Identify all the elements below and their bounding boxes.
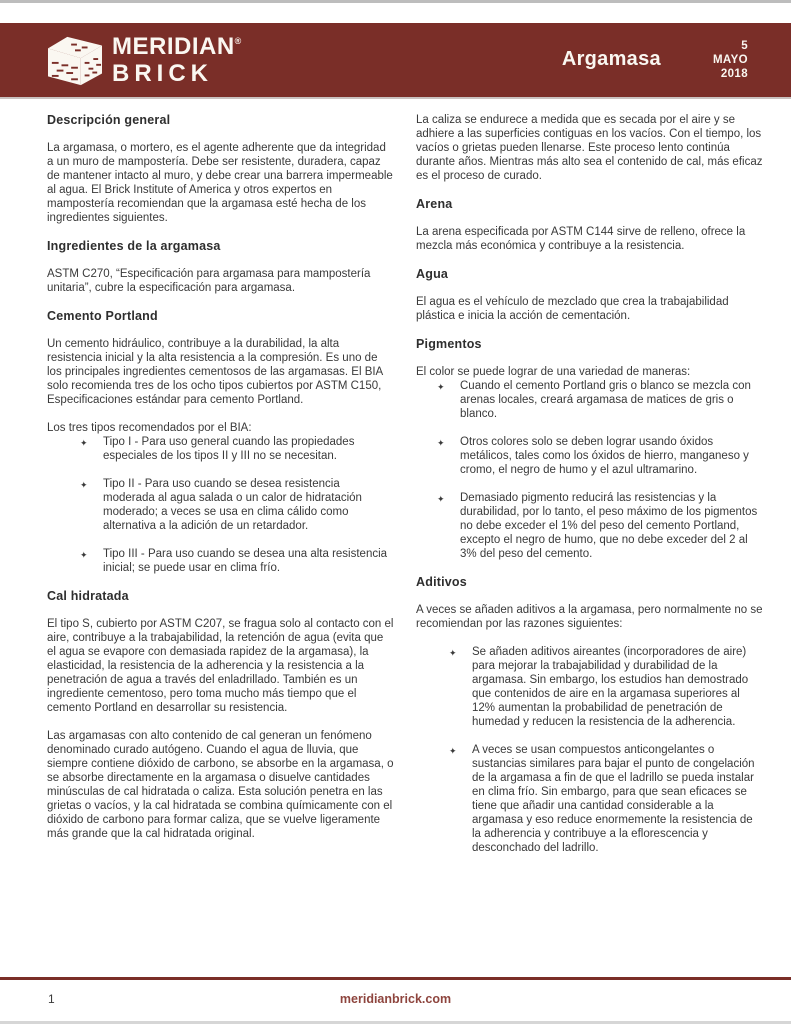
list-item xyxy=(430,435,763,477)
section-cal-hidratada-continuacion xyxy=(416,113,763,183)
list-intro-paragraph: El color se puede lograr de una variedad de maneras: xyxy=(416,366,691,378)
date-year: 2018 xyxy=(720,68,748,80)
paragraph: ASTM C270, “Especificación para argamasa para mampostería unitaria”, cubre la especificación para argamasa. xyxy=(47,268,371,294)
bullet-diamond-icon: ✦ xyxy=(437,438,445,448)
bullet-diamond-icon: ✦ xyxy=(449,746,457,756)
bullet-diamond-icon: ✦ xyxy=(437,382,445,392)
section-ingredientes-argamasa xyxy=(47,239,394,295)
section-cal-hidratada xyxy=(47,589,394,841)
section-heading: Cal hidratada xyxy=(47,589,129,603)
page-top-edge xyxy=(0,0,791,3)
list-intro-paragraph: Los tres tipos recomendados por el BIA: xyxy=(47,422,252,434)
list-item-text: Tipo III - Para uso cuando se desea una alta resistencia inicial; se puede usar en clima frío. xyxy=(103,548,388,574)
aditivos-list xyxy=(442,645,763,855)
paragraph: Un cemento hidráulico, contribuye a la durabilidad, la alta resistencia inicial y la alta resistencia a la compresión. Es uno de los principales ingredientes cementosos de las argamasas. El BIA solo recomienda tres de los ocho tipos cubiertos por ASTM C150, Especificaciones estándar para cemento Portland. xyxy=(47,338,383,406)
section-heading: Descripción general xyxy=(47,113,171,127)
left-column xyxy=(47,113,394,869)
list-item xyxy=(442,645,763,729)
section-heading: Cemento Portland xyxy=(47,309,158,323)
paragraph: El tipo S, cubierto por ASTM C207, se fragua solo al contacto con el aire, contribuye a la trabajabilidad, la retención de agua (evita que el agua se evapore con demasiada rapidez de la argamasa), la elasticidad, la resistencia de la adherencia y la resistencia a la penetración de agua a través del enladrillado. También es un ingrediente cementoso, pero toma mucho más tiempo que el cemento Portland en desarrollar su resistencia. xyxy=(47,618,394,714)
document-title: Argamasa xyxy=(561,48,661,71)
section-agua xyxy=(416,267,763,323)
section-aditivos xyxy=(416,575,763,855)
section-heading: Arena xyxy=(416,197,453,211)
paragraph: La caliza se endurece a medida que es secada por el aire y se adhiere a las superficies contiguas en los vacíos. Con el tiempo, los vacíos o grietas pueden llenarse. Este proceso lento continúa durante años. Mientras más alto sea el contenido de cal, más eficaz es el proceso de curado. xyxy=(416,114,763,182)
meridian-brick-logo xyxy=(46,33,241,87)
content-area xyxy=(47,113,763,869)
list-item xyxy=(430,491,763,561)
website-link[interactable]: meridianbrick.com xyxy=(339,992,452,1006)
list-item-text: Tipo I - Para uso general cuando las propiedades especiales de los tipos II y III no se necesitan. xyxy=(103,436,355,462)
list-intro-paragraph: A veces se añaden aditivos a la argamasa, pero normalmente no se recomiendan por las razones siguientes: xyxy=(416,604,763,630)
paragraph: La argamasa, o mortero, es el agente adherente que da integridad a un muro de mampostería. Debe ser resistente, duradera, capaz de mantener intacto al muro, y debe crear una barrera impermeable al agua. El Brick Institute of America y otros expertos en mampostería recomiendan que la argamasa esté hecha de los ingredientes siguientes. xyxy=(47,142,393,224)
bullet-diamond-icon: ✦ xyxy=(437,494,445,504)
logo-word-meridian: MERIDIAN xyxy=(112,32,235,60)
list-item-text: Cuando el cemento Portland gris o blanco se mezcla con arenas locales, creará argamasa de matices de gris o blanco. xyxy=(460,380,751,420)
bullet-diamond-icon: ✦ xyxy=(449,648,457,658)
paragraph: La arena especificada por ASTM C144 sirve de relleno, ofrece la mezcla más económica y contribuye a la resistencia. xyxy=(416,226,746,252)
bullet-diamond-icon: ✦ xyxy=(80,438,88,448)
logo-wordmark xyxy=(112,32,242,87)
meridian-brick-building-icon xyxy=(46,33,104,87)
bullet-diamond-icon: ✦ xyxy=(80,480,88,490)
list-item xyxy=(73,477,394,533)
tipo-cemento-list xyxy=(73,435,394,575)
list-item xyxy=(430,379,763,421)
page-number: 1 xyxy=(48,992,55,1006)
list-item-text: Tipo II - Para uso cuando se desea resistencia moderada al agua salada o un calor de hidratación moderado; a veces se usa en clima cálido como alternativa a la adición de un retardador. xyxy=(103,478,362,532)
section-cemento-portland xyxy=(47,309,394,575)
section-descripcion-general xyxy=(47,113,394,225)
date-day: 5 xyxy=(741,39,748,52)
section-heading: Pigmentos xyxy=(416,337,482,351)
header-band xyxy=(0,23,791,99)
paragraph: El agua es el vehículo de mezclado que crea la trabajabilidad plástica e inicia la acción de cementación. xyxy=(416,296,729,322)
list-item xyxy=(442,743,763,855)
document-date xyxy=(713,39,748,81)
footer xyxy=(0,992,791,1012)
section-pigmentos xyxy=(416,337,763,561)
bullet-diamond-icon: ✦ xyxy=(80,550,88,560)
list-item-text: Otros colores solo se deben lograr usando óxidos metálicos, tales como los óxidos de hierro, manganeso y cromo, el negro de humo y el azul ultramarino. xyxy=(460,436,749,476)
section-heading: Aditivos xyxy=(416,575,467,589)
list-item-text: A veces se usan compuestos anticongelantes o sustancias similares para bajar el punto de congelación de la argamasa a fin de que el ladrillo se pueda instalar en clima frío. Sin embargo, para que sean eficaces se tiene que añadir una cantidad considerable a la argamasa y eso reduce enormemente la resistencia de la adherencia y contribuye a la eflorescencia y desconchado del ladrillo. xyxy=(472,744,755,854)
date-month: MAYO xyxy=(712,53,748,66)
logo-word-brick: BRICK xyxy=(112,59,213,87)
list-item-text: Demasiado pigmento reducirá las resistencias y la durabilidad, por lo tanto, el peso máximo de los pigmentos no debe exceder el 1% del peso del cemento Portland, excepto el negro de humo, que no debe exceder del 2 al 3% del peso del cemento. xyxy=(460,492,758,560)
header-right-group xyxy=(562,39,748,81)
list-item-text: Se añaden aditivos aireantes (incorporadores de aire) para mejorar la trabajabilidad y durabilidad de la argamasa. Sin embargo, los estudios han demostrado que contenidos de aire en la argamasa superiores al 12% aumentan la probabilidad de penetración de humedad y reducen la resistencia de la adherencia. xyxy=(472,646,749,728)
pigmentos-list xyxy=(430,379,763,561)
paragraph: Las argamasas con alto contenido de cal generan un fenómeno denominado curado autógeno. Cuando el agua de lluvia, que siempre contiene dióxido de carbono, se absorbe en la argamasa, o se absorbe directamente en la argamasa o disuelve cantidades minúsculas de cal hidratada o caliza. Esta solución penetra en las grietas o vacíos, y la cal hidratada se combina químicamente con el dióxido de carbono para formar caliza, que se vuelve ligeramente más grande que la cal hidratada original. xyxy=(47,730,394,840)
list-item xyxy=(73,547,394,575)
right-column xyxy=(416,113,763,869)
list-item xyxy=(73,435,394,463)
footer-divider xyxy=(0,977,791,980)
section-heading: Ingredientes de la argamasa xyxy=(47,239,221,253)
section-arena xyxy=(416,197,763,253)
section-heading: Agua xyxy=(416,267,449,281)
registered-trademark-symbol: ® xyxy=(234,35,242,46)
